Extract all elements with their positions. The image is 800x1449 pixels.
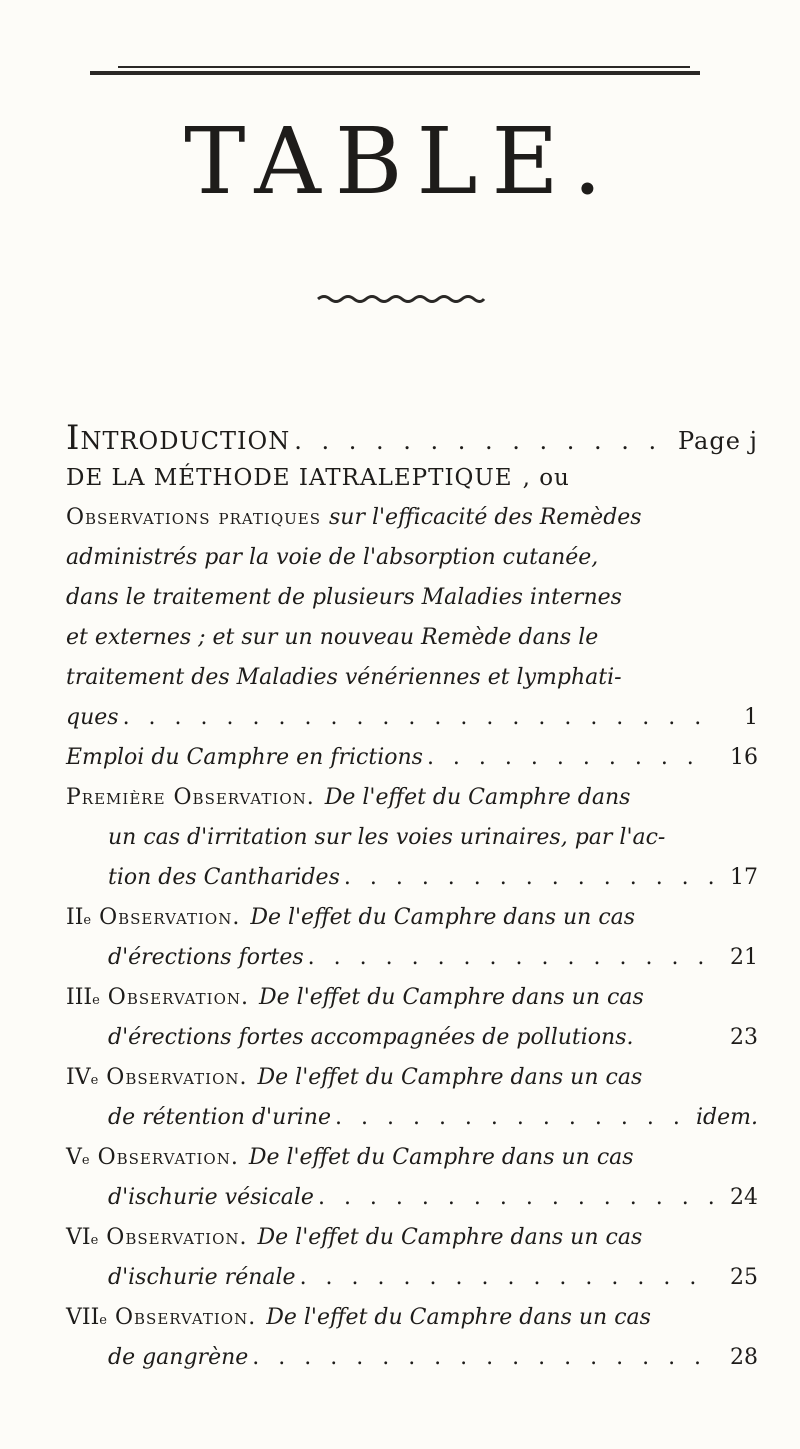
toc-entry-introduction xyxy=(66,418,758,458)
entry-smallcaps: Observation. xyxy=(97,1145,239,1170)
toc-entry-observation-7 xyxy=(66,1298,758,1378)
entry-line: administrés par la voie de l'absorption cutanée, xyxy=(66,545,599,570)
page-title: TABLE. xyxy=(184,108,616,215)
page-reference: 23 xyxy=(730,1025,758,1050)
page-reference: 28 xyxy=(730,1345,758,1370)
toc-entry-observation-4 xyxy=(66,1058,758,1138)
page-reference: 24 xyxy=(730,1185,758,1210)
numeral-suffix: e xyxy=(81,1153,90,1168)
roman-numeral: VII xyxy=(66,1305,100,1330)
entry-italic: De l'effet du Camphre dans un cas xyxy=(257,1225,643,1250)
roman-numeral: II xyxy=(66,905,84,930)
leader-dots xyxy=(119,698,714,738)
leader-dots xyxy=(290,421,678,461)
toc-entry-observation-1 xyxy=(66,778,758,898)
entry-line-end: de gangrène xyxy=(108,1345,249,1370)
leader-dots xyxy=(248,1338,714,1378)
page-reference: idem. xyxy=(696,1105,758,1130)
page-reference: 1 xyxy=(744,705,758,730)
entry-line: et externes ; et sur un nouveau Remède dans le xyxy=(66,625,599,650)
toc-entry-observation-3 xyxy=(66,978,758,1058)
page-reference: 17 xyxy=(730,865,758,890)
leader-dots xyxy=(296,1258,714,1298)
entry-italic: Emploi du Camphre en frictions xyxy=(66,745,423,770)
entry-italic: De l'effet du Camphre dans xyxy=(324,785,631,810)
ornament-divider xyxy=(316,293,486,305)
entry-smallcaps: Observations pratiques xyxy=(66,505,321,530)
toc-entry-emploi xyxy=(66,738,758,778)
toc-entry-observation-2 xyxy=(66,898,758,978)
roman-numeral: IV xyxy=(66,1065,91,1090)
introduction-label: NTRODUCTION xyxy=(80,427,291,455)
entry-line-end: d'érections fortes accompagnées de pollutions. xyxy=(108,1025,634,1050)
leader-dots xyxy=(331,1098,696,1138)
entry-smallcaps: Première Observation. xyxy=(66,785,315,810)
roman-numeral: V xyxy=(66,1145,82,1170)
entry-italic: De l'effet du Camphre dans un cas xyxy=(259,985,644,1010)
toc-entry-methode xyxy=(66,458,758,738)
leader-dots xyxy=(340,858,714,898)
entry-smallcaps: Observation. xyxy=(107,985,249,1010)
numeral-suffix: e xyxy=(99,1313,107,1328)
entry-line: traitement des Maladies vénériennes et lymphati- xyxy=(66,665,622,690)
entry-line-end: d'ischurie vésicale xyxy=(108,1185,314,1210)
entry-line: un cas d'irritation sur les voies urinaires, par l'ac- xyxy=(108,825,666,850)
numeral-suffix: e xyxy=(90,1073,99,1088)
numeral-suffix: e xyxy=(92,993,100,1008)
toc-entry-observation-6 xyxy=(66,1218,758,1298)
leader-dots xyxy=(423,738,714,778)
entry-line: dans le traitement de plusieurs Maladies internes xyxy=(66,585,622,610)
entry-line-end: ques xyxy=(66,705,119,730)
page-reference: 21 xyxy=(730,945,758,970)
entry-italic: De l'effet du Camphre dans un cas xyxy=(266,1305,651,1330)
methode-conj: , ou xyxy=(522,465,570,491)
leader-dots xyxy=(304,938,714,978)
entry-italic: De l'effet du Camphre dans un cas xyxy=(250,905,636,930)
numeral-suffix: e xyxy=(90,1233,99,1248)
entry-smallcaps: Observation. xyxy=(99,905,241,930)
toc-entry-observation-5 xyxy=(66,1138,758,1218)
introduction-initial: I xyxy=(66,418,81,458)
entry-italic: De l'effet du Camphre dans un cas xyxy=(248,1145,634,1170)
entry-italic: De l'effet du Camphre dans un cas xyxy=(257,1065,643,1090)
entry-italic: sur l'efficacité des Remèdes xyxy=(329,505,642,530)
methode-title: DE LA MÉTHODE IATRALEPTIQUE xyxy=(66,465,513,491)
page-reference: Page j xyxy=(677,427,758,455)
top-rule-thick xyxy=(90,71,700,75)
top-rule-thin xyxy=(118,66,690,68)
entry-line-end: de rétention d'urine xyxy=(108,1105,331,1130)
entry-smallcaps: Observation. xyxy=(106,1065,248,1090)
page-reference: 25 xyxy=(730,1265,758,1290)
roman-numeral: III xyxy=(66,985,93,1010)
numeral-suffix: e xyxy=(83,913,92,928)
leader-dots xyxy=(314,1178,714,1218)
page-reference: 16 xyxy=(730,745,758,770)
entry-line-end: d'ischurie rénale xyxy=(108,1265,296,1290)
roman-numeral: VI xyxy=(66,1225,91,1250)
entry-smallcaps: Observation. xyxy=(106,1225,248,1250)
entry-line-end: tion des Cantharides xyxy=(108,865,340,890)
entry-line-end: d'érections fortes xyxy=(108,945,304,970)
entry-smallcaps: Observation. xyxy=(114,1305,257,1330)
